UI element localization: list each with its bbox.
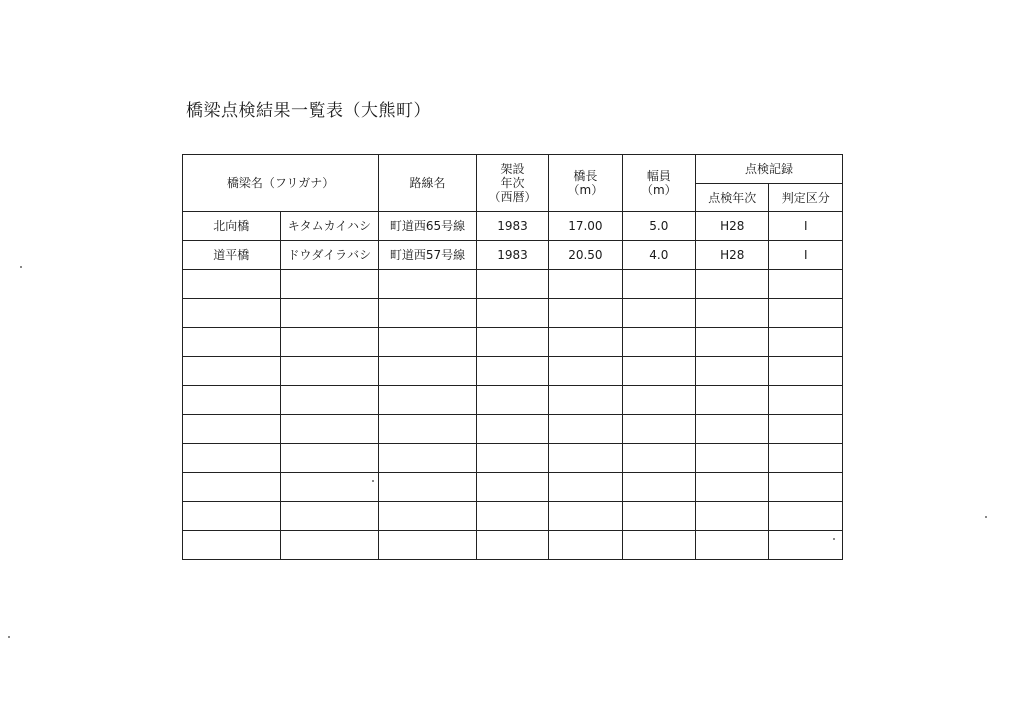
table-row: [183, 357, 843, 386]
cell-width: [622, 270, 695, 299]
cell-built-year: [476, 357, 548, 386]
cell-bridge-length: [549, 270, 622, 299]
table-row: [183, 415, 843, 444]
cell-inspection-year: [696, 328, 769, 357]
cell-bridge-kana: [280, 270, 379, 299]
cell-bridge-name: [183, 357, 281, 386]
cell-bridge-kana: [280, 386, 379, 415]
header-width: [622, 155, 695, 212]
table-row: [183, 212, 843, 241]
header-built-year-line-2: 年次: [500, 176, 525, 190]
cell-bridge-name: 北向橋: [183, 212, 281, 241]
table-row: [183, 241, 843, 270]
cell-route-name: [379, 531, 477, 560]
page-title: 橋梁点検結果一覧表（大熊町）: [186, 101, 431, 121]
header-bridge-length-line-1: 橋長: [573, 169, 598, 183]
cell-inspection-year: [696, 502, 769, 531]
cell-bridge-name: [183, 386, 281, 415]
header-bridge-length-line-2: （m）: [567, 183, 604, 197]
cell-inspection-year: H28: [696, 241, 769, 270]
cell-bridge-kana: [280, 444, 379, 473]
cell-inspection-year: [696, 531, 769, 560]
cell-inspection-year: [696, 473, 769, 502]
cell-bridge-name: [183, 328, 281, 357]
cell-built-year: 1983: [476, 212, 548, 241]
cell-bridge-length: [549, 473, 622, 502]
cell-judgement: [769, 299, 843, 328]
cell-bridge-name: [183, 531, 281, 560]
cell-bridge-name: [183, 270, 281, 299]
cell-bridge-name: [183, 473, 281, 502]
cell-inspection-year: [696, 270, 769, 299]
cell-width: [622, 502, 695, 531]
cell-bridge-name: [183, 444, 281, 473]
cell-judgement: [769, 502, 843, 531]
scan-speck: [985, 516, 987, 518]
cell-judgement: [769, 531, 843, 560]
cell-built-year: [476, 531, 548, 560]
header-built-year: [476, 155, 548, 212]
cell-width: [622, 299, 695, 328]
cell-built-year: [476, 386, 548, 415]
header-width-line-1: 幅員: [646, 169, 671, 183]
cell-built-year: [476, 415, 548, 444]
header-judgement: 判定区分: [769, 184, 843, 212]
cell-bridge-length: [549, 386, 622, 415]
cell-route-name: [379, 270, 477, 299]
table-row: [183, 299, 843, 328]
cell-judgement: [769, 357, 843, 386]
cell-width: [622, 531, 695, 560]
cell-width: [622, 357, 695, 386]
table-row: [183, 386, 843, 415]
cell-width: [622, 386, 695, 415]
cell-width: [622, 328, 695, 357]
cell-inspection-year: [696, 415, 769, 444]
cell-bridge-name: [183, 415, 281, 444]
header-bridge-name: 橋梁名（フリガナ）: [183, 155, 379, 212]
cell-judgement: [769, 444, 843, 473]
cell-built-year: [476, 270, 548, 299]
scan-speck: [20, 266, 22, 268]
cell-bridge-length: [549, 502, 622, 531]
cell-judgement: [769, 386, 843, 415]
cell-bridge-kana: [280, 531, 379, 560]
cell-route-name: 町道西65号線: [379, 212, 477, 241]
cell-route-name: [379, 415, 477, 444]
cell-route-name: [379, 473, 477, 502]
cell-route-name: 町道西57号線: [379, 241, 477, 270]
table-header: [183, 155, 843, 212]
cell-judgement: Ⅰ: [769, 212, 843, 241]
cell-route-name: [379, 328, 477, 357]
cell-route-name: [379, 386, 477, 415]
cell-bridge-length: 17.00: [549, 212, 622, 241]
cell-bridge-kana: [280, 473, 379, 502]
cell-inspection-year: [696, 386, 769, 415]
cell-inspection-year: H28: [696, 212, 769, 241]
table-row: [183, 531, 843, 560]
cell-bridge-length: 20.50: [549, 241, 622, 270]
cell-built-year: [476, 502, 548, 531]
cell-bridge-length: [549, 357, 622, 386]
table-row: [183, 328, 843, 357]
cell-width: 4.0: [622, 241, 695, 270]
cell-built-year: [476, 473, 548, 502]
cell-built-year: [476, 444, 548, 473]
cell-judgement: [769, 473, 843, 502]
table-row: [183, 502, 843, 531]
cell-bridge-kana: キタムカイハシ: [280, 212, 379, 241]
scan-speck: [372, 480, 374, 482]
cell-judgement: [769, 328, 843, 357]
table-row: [183, 270, 843, 299]
cell-judgement: [769, 270, 843, 299]
cell-route-name: [379, 357, 477, 386]
header-width-line-2: （m）: [640, 183, 677, 197]
cell-built-year: [476, 299, 548, 328]
cell-bridge-kana: [280, 299, 379, 328]
cell-built-year: 1983: [476, 241, 548, 270]
cell-bridge-length: [549, 328, 622, 357]
cell-bridge-length: [549, 531, 622, 560]
scan-speck: [8, 636, 10, 638]
cell-inspection-year: [696, 357, 769, 386]
header-built-year-line-1: 架設: [500, 162, 525, 176]
cell-bridge-name: [183, 502, 281, 531]
cell-bridge-length: [549, 299, 622, 328]
cell-bridge-kana: [280, 328, 379, 357]
cell-bridge-kana: ドウダイラバシ: [280, 241, 379, 270]
table-row: [183, 473, 843, 502]
header-inspection-record: 点検記録: [696, 155, 843, 184]
cell-bridge-name: 道平橋: [183, 241, 281, 270]
cell-bridge-kana: [280, 357, 379, 386]
cell-judgement: [769, 415, 843, 444]
cell-width: [622, 415, 695, 444]
header-built-year-line-3: （西暦）: [488, 190, 537, 204]
cell-width: [622, 473, 695, 502]
cell-route-name: [379, 444, 477, 473]
scan-speck: [833, 538, 835, 540]
table-body: [183, 212, 843, 560]
cell-inspection-year: [696, 444, 769, 473]
cell-bridge-name: [183, 299, 281, 328]
cell-inspection-year: [696, 299, 769, 328]
cell-built-year: [476, 328, 548, 357]
cell-bridge-kana: [280, 502, 379, 531]
cell-judgement: Ⅰ: [769, 241, 843, 270]
table-row: [183, 444, 843, 473]
cell-bridge-length: [549, 444, 622, 473]
header-bridge-length: [549, 155, 622, 212]
header-route-name: 路線名: [379, 155, 477, 212]
header-inspection-year: 点検年次: [696, 184, 769, 212]
cell-bridge-kana: [280, 415, 379, 444]
cell-width: 5.0: [622, 212, 695, 241]
cell-route-name: [379, 502, 477, 531]
cell-width: [622, 444, 695, 473]
cell-bridge-length: [549, 415, 622, 444]
cell-route-name: [379, 299, 477, 328]
bridge-inspection-table: [182, 154, 843, 560]
